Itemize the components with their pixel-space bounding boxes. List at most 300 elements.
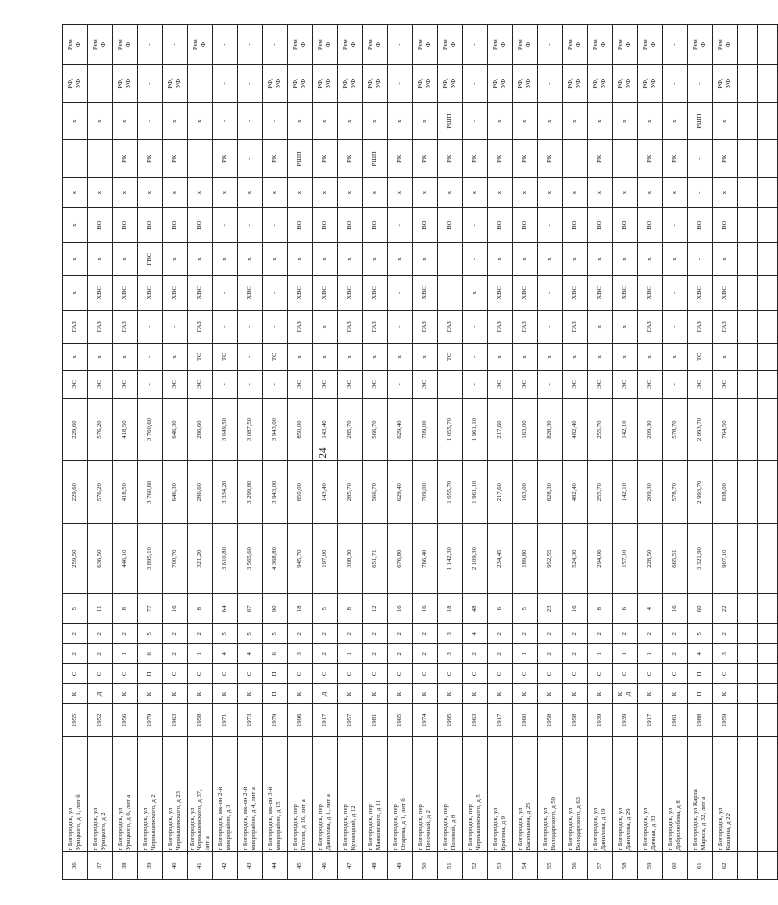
table-cell: С (113, 664, 138, 684)
table-cell (738, 461, 758, 524)
table-cell: ЭС (288, 371, 313, 399)
table-cell: РФ, УФ (563, 65, 588, 103)
table-cell: ВО (513, 208, 538, 243)
table-cell (758, 343, 778, 371)
table-cell: 255,70 (588, 461, 613, 524)
table-cell: ХВС (113, 275, 138, 310)
table-cell: - (238, 25, 263, 65)
table-cell: х (413, 178, 438, 208)
table-cell (738, 102, 758, 140)
table-row (188, 25, 213, 880)
table-cell: РК (488, 140, 513, 178)
table-cell: х (663, 343, 688, 371)
table-cell: 16 (413, 594, 438, 624)
table-cell: х (513, 243, 538, 276)
table-cell: 286,60 (188, 398, 213, 461)
table-cell: 43 (238, 852, 263, 880)
table-cell (438, 371, 463, 399)
table-row (163, 25, 188, 880)
table-cell: - (163, 310, 188, 343)
table-cell: ТС (263, 343, 288, 371)
table-cell: 3 334,20 (213, 461, 238, 524)
table-cell: - (213, 25, 238, 65)
table-cell: РК (463, 140, 488, 178)
table-body (63, 25, 778, 880)
table-cell: 907,10 (713, 524, 738, 594)
table-cell (738, 65, 758, 103)
table-cell: 41 (188, 852, 213, 880)
table-cell: 945,70 (288, 524, 313, 594)
table-cell: ВО (688, 208, 713, 243)
table-cell: ХВС (238, 275, 263, 310)
table-cell: х (538, 343, 563, 371)
table-cell: 1974 (413, 704, 438, 737)
table-cell: ХВС (713, 275, 738, 310)
table-cell: х (613, 310, 638, 343)
table-cell: ТС (213, 343, 238, 371)
table-cell: г Богородск, ул Володарского, д 63 (563, 737, 588, 852)
table-cell: 2 (388, 644, 413, 664)
table-cell (738, 310, 758, 343)
table-cell: РК (338, 140, 363, 178)
table-cell: 1963 (163, 704, 188, 737)
table-cell: С (388, 664, 413, 684)
table-cell: 1995 (438, 704, 463, 737)
table-cell: ЭС (338, 371, 363, 399)
table-cell: Д (88, 684, 113, 704)
table-cell: ЭС (413, 371, 438, 399)
table-cell: ГАЗ (113, 310, 138, 343)
table-cell: х (488, 178, 513, 208)
table-cell: К (163, 684, 188, 704)
table-cell: 209,30 (638, 398, 663, 461)
table-cell: С (188, 664, 213, 684)
table-cell: 629,40 (388, 398, 413, 461)
table-cell: Рем Ф (188, 25, 213, 65)
table-cell: ЭС (613, 371, 638, 399)
table-cell: х (238, 178, 263, 208)
table-cell: 1988 (688, 704, 713, 737)
table-cell: С (613, 664, 638, 684)
table-cell: 3 049,50 (213, 398, 238, 461)
table-cell: ЭС (513, 371, 538, 399)
table-cell: г Богородск, пер Песочный, д 2 (413, 737, 438, 852)
table-cell: - (663, 65, 688, 103)
table-cell: х (413, 102, 438, 140)
table-cell: 2 993,70 (688, 461, 713, 524)
table-cell: 1979 (138, 704, 163, 737)
table-cell (758, 25, 778, 65)
table-row (113, 25, 138, 880)
table-cell: х (238, 243, 263, 276)
table-cell (758, 371, 778, 399)
table-cell: - (213, 65, 238, 103)
table-cell: Рем Ф (338, 25, 363, 65)
table-cell: 217,60 (488, 461, 513, 524)
table-cell: г Богородск, ул Васенькина, д 25 (513, 737, 538, 852)
table-cell: 3 (438, 644, 463, 664)
table-cell: П (263, 664, 288, 684)
table-cell: РК (438, 140, 463, 178)
table-cell: - (263, 25, 288, 65)
table-row (688, 25, 713, 880)
table-cell (738, 208, 758, 243)
table-cell: х (363, 243, 388, 276)
table-cell: 2 (488, 624, 513, 644)
table-cell: Рем Ф (113, 25, 138, 65)
table-cell: 16 (163, 594, 188, 624)
table-cell: - (463, 310, 488, 343)
table-cell: 524,30 (563, 524, 588, 594)
table-cell: 11 (88, 594, 113, 624)
table-cell: ЭС (688, 371, 713, 399)
table-cell (738, 737, 758, 852)
table-cell: - (388, 25, 413, 65)
table-cell (563, 140, 588, 178)
table-cell: С (463, 664, 488, 684)
table-cell: - (663, 25, 688, 65)
table-cell: РК (588, 140, 613, 178)
table-cell: ХВС (363, 275, 388, 310)
table-cell: - (388, 65, 413, 103)
table-cell (738, 140, 758, 178)
table-cell (758, 243, 778, 276)
table-cell: РК (413, 140, 438, 178)
table-cell: 2 (163, 644, 188, 664)
table-cell: ЭС (63, 371, 88, 399)
table-cell: 418,50 (113, 398, 138, 461)
table-cell: С (338, 664, 363, 684)
table-cell: г Богородск, ул Карла Маркса, д 32, лит а (688, 737, 713, 852)
table-cell: 2 (363, 624, 388, 644)
table-cell: Рем Ф (413, 25, 438, 65)
table-cell: С (663, 664, 688, 684)
table-cell: 1 (188, 644, 213, 664)
table-cell: - (688, 65, 713, 103)
table-cell: 1981 (363, 704, 388, 737)
table-cell: 2 (563, 624, 588, 644)
table-cell: П (263, 684, 288, 704)
table-cell (738, 178, 758, 208)
table-cell: 163,00 (513, 398, 538, 461)
table-cell: г Богородск, ул Брагина, д 9 (488, 737, 513, 852)
table-cell: х (88, 243, 113, 276)
table-cell (738, 704, 758, 737)
table-cell: - (238, 310, 263, 343)
table-cell: 259,50 (63, 524, 88, 594)
table-cell: 646,30 (163, 398, 188, 461)
table-cell: х (563, 243, 588, 276)
table-cell: 3 565,60 (238, 524, 263, 594)
table-cell: х (613, 102, 638, 140)
document-page (62, 24, 732, 880)
table-cell: 3 (288, 644, 313, 664)
table-cell: 8 (188, 594, 213, 624)
table-cell: 1965 (388, 704, 413, 737)
table-cell: 2 (313, 624, 338, 644)
table-cell: К (238, 684, 263, 704)
table-cell: К (638, 684, 663, 704)
table-cell: 1 055,70 (438, 398, 463, 461)
table-cell: х (63, 275, 88, 310)
table-cell: 700,70 (163, 524, 188, 594)
table-cell (738, 644, 758, 664)
table-cell: 1956 (113, 704, 138, 737)
table-cell: 850,00 (288, 461, 313, 524)
table-cell: х (88, 178, 113, 208)
table-cell: х (88, 102, 113, 140)
table-cell (758, 208, 778, 243)
table-cell: г Богородск, ул Урицкого, д 1, лит б (63, 737, 88, 852)
table-cell: 2 (588, 624, 613, 644)
table-cell: Рем Ф (713, 25, 738, 65)
table-cell: ЭС (713, 371, 738, 399)
table-cell: х (288, 243, 313, 276)
table-cell: - (388, 310, 413, 343)
table-cell: г Богородск, пер Кузнецкий, д 12 (338, 737, 363, 852)
blank-row (738, 25, 758, 880)
table-cell: х (63, 208, 88, 243)
table-cell: 4 (213, 644, 238, 664)
table-cell: 61 (688, 852, 713, 880)
table-cell (438, 243, 463, 276)
table-row (313, 25, 338, 880)
table-cell: С (713, 664, 738, 684)
table-cell: 3 760,60 (138, 398, 163, 461)
table-cell: г Богородск, пер Гоголя, д 16, лит а (288, 737, 313, 852)
table-cell: х (663, 102, 688, 140)
table-cell: ВО (363, 208, 388, 243)
table-cell: х (613, 343, 638, 371)
table-cell (738, 684, 758, 704)
table-cell: - (263, 371, 288, 399)
table-cell: 12 (363, 594, 388, 624)
table-cell: 54 (513, 852, 538, 880)
table-cell: ВО (613, 208, 638, 243)
blank-row (758, 25, 778, 880)
table-row (713, 25, 738, 880)
table-cell: х (113, 102, 138, 140)
table-cell: - (213, 102, 238, 140)
table-cell: РШП (363, 140, 388, 178)
table-row (663, 25, 688, 880)
table-cell (438, 275, 463, 310)
table-cell (738, 852, 758, 880)
table-cell: К (463, 684, 488, 704)
table-cell: К (513, 684, 538, 704)
table-cell: 2 (88, 644, 113, 664)
table-cell: ХВС (563, 275, 588, 310)
table-cell: - (688, 178, 713, 208)
table-cell: х (413, 243, 438, 276)
table-cell: 142,10 (613, 461, 638, 524)
table-cell (758, 852, 778, 880)
table-cell: РК (113, 140, 138, 178)
table-cell: К (363, 684, 388, 704)
table-row (213, 25, 238, 880)
table-cell: К (288, 684, 313, 704)
table-cell: х (588, 102, 613, 140)
table-cell: - (663, 310, 688, 343)
table-cell: 2 (363, 644, 388, 664)
table-cell: - (263, 208, 288, 243)
table-cell: РФ, УФ (63, 65, 88, 103)
table-cell: 77 (138, 594, 163, 624)
table-cell (758, 704, 778, 737)
table-cell: х (313, 178, 338, 208)
table-cell: 58 (613, 852, 638, 880)
table-cell: х (88, 343, 113, 371)
table-cell: 40 (163, 852, 188, 880)
table-cell: С (163, 664, 188, 684)
table-cell: 576,20 (88, 461, 113, 524)
table-cell: 2 (513, 624, 538, 644)
table-cell: х (513, 343, 538, 371)
table-cell: 44 (263, 852, 288, 880)
table-cell: 46 (313, 852, 338, 880)
table-cell: г Богородск, ул Данилова, д 29 (613, 737, 638, 852)
table-cell: ХВС (413, 275, 438, 310)
table-cell: 59 (638, 852, 663, 880)
table-cell: - (463, 208, 488, 243)
table-cell (758, 684, 778, 704)
table-cell: 229,60 (63, 398, 88, 461)
table-cell: 709,00 (413, 461, 438, 524)
table-cell: 1979 (263, 704, 288, 737)
table-cell (738, 594, 758, 624)
table-cell: РК (213, 140, 238, 178)
table-cell (738, 398, 758, 461)
table-cell: х (713, 343, 738, 371)
table-cell: 53 (488, 852, 513, 880)
table-cell: 3 087,50 (238, 398, 263, 461)
table-cell: РФ, УФ (713, 65, 738, 103)
table-cell: 3 943,00 (263, 461, 288, 524)
table-cell: 8 (113, 594, 138, 624)
table-cell: Рем Ф (588, 25, 613, 65)
table-cell: 2 (288, 624, 313, 644)
table-cell: 1 (338, 644, 363, 664)
table-row (63, 25, 88, 880)
table-cell: К (413, 684, 438, 704)
table-cell: РФ, УФ (338, 65, 363, 103)
table-cell: 197,00 (313, 524, 338, 594)
table-cell: 1 961,10 (463, 398, 488, 461)
table-cell: ХВС (88, 275, 113, 310)
table-cell: ХВС (313, 275, 338, 310)
table-cell: РФ, УФ (488, 65, 513, 103)
table-cell: ХВС (488, 275, 513, 310)
table-cell: х (413, 343, 438, 371)
table-cell: ХВС (188, 275, 213, 310)
table-cell: х (538, 102, 563, 140)
table-cell: х (338, 343, 363, 371)
table-cell: 2 (613, 624, 638, 644)
table-cell: ВО (113, 208, 138, 243)
table-cell: х (188, 243, 213, 276)
table-row (488, 25, 513, 880)
table-cell: Рем Ф (288, 25, 313, 65)
table-cell: ВО (163, 208, 188, 243)
table-cell: 90 (263, 594, 288, 624)
table-cell: 6 (138, 644, 163, 664)
table-cell: 5 (688, 624, 713, 644)
table-cell: - (238, 140, 263, 178)
table-cell: РК (513, 140, 538, 178)
table-cell: 36 (63, 852, 88, 880)
table-cell: - (263, 102, 288, 140)
table-cell: 2 (88, 624, 113, 644)
table-cell: 1 961,10 (463, 461, 488, 524)
table-cell: 67 (238, 594, 263, 624)
table-cell: 42 (213, 852, 238, 880)
table-cell: Рем Ф (488, 25, 513, 65)
table-cell: 1958 (563, 704, 588, 737)
table-cell: - (213, 310, 238, 343)
table-cell (738, 624, 758, 644)
table-cell: х (363, 343, 388, 371)
table-row (363, 25, 388, 880)
table-cell: 49 (388, 852, 413, 880)
table-cell: ЭС (88, 371, 113, 399)
table-row (88, 25, 113, 880)
table-cell: - (138, 65, 163, 103)
table-cell: 3 760,60 (138, 461, 163, 524)
table-cell: 2 (538, 644, 563, 664)
table-cell: 64 (213, 594, 238, 624)
table-cell: ГАЗ (638, 310, 663, 343)
table-cell: 228,50 (638, 524, 663, 594)
table-cell: х (263, 243, 288, 276)
table-cell: - (663, 208, 688, 243)
table-cell: К (488, 684, 513, 704)
table-cell: ГАЗ (713, 310, 738, 343)
table-cell: 1917 (638, 704, 663, 737)
table-cell: ВО (563, 208, 588, 243)
table-cell: х (163, 102, 188, 140)
table-cell: 1958 (188, 704, 213, 737)
table-cell: 828,30 (538, 461, 563, 524)
table-cell (88, 140, 113, 178)
table-cell: Рем Ф (613, 25, 638, 65)
table-cell: х (113, 343, 138, 371)
table-cell (738, 243, 758, 276)
table-cell: - (463, 25, 488, 65)
table-cell: 48 (363, 852, 388, 880)
table-row (563, 25, 588, 880)
table-cell: г Богородск, пер Полевой, д 8 (438, 737, 463, 852)
table-cell: РК (713, 140, 738, 178)
table-cell: С (538, 664, 563, 684)
table-row (438, 25, 463, 880)
table-cell: 1957 (338, 704, 363, 737)
table-cell: х (613, 178, 638, 208)
table-cell: х (313, 310, 338, 343)
table-cell: 2 (63, 624, 88, 644)
table-cell: - (213, 208, 238, 243)
table-cell: 1959 (713, 704, 738, 737)
table-row (413, 25, 438, 880)
table-cell (613, 140, 638, 178)
table-cell: 576,20 (88, 398, 113, 461)
table-cell: ХВС (138, 275, 163, 310)
table-cell: х (288, 343, 313, 371)
table-cell: 3 610,80 (213, 524, 238, 594)
table-cell: 1958 (538, 704, 563, 737)
table-cell (88, 65, 113, 103)
table-cell: ХВС (513, 275, 538, 310)
table-cell (738, 664, 758, 684)
